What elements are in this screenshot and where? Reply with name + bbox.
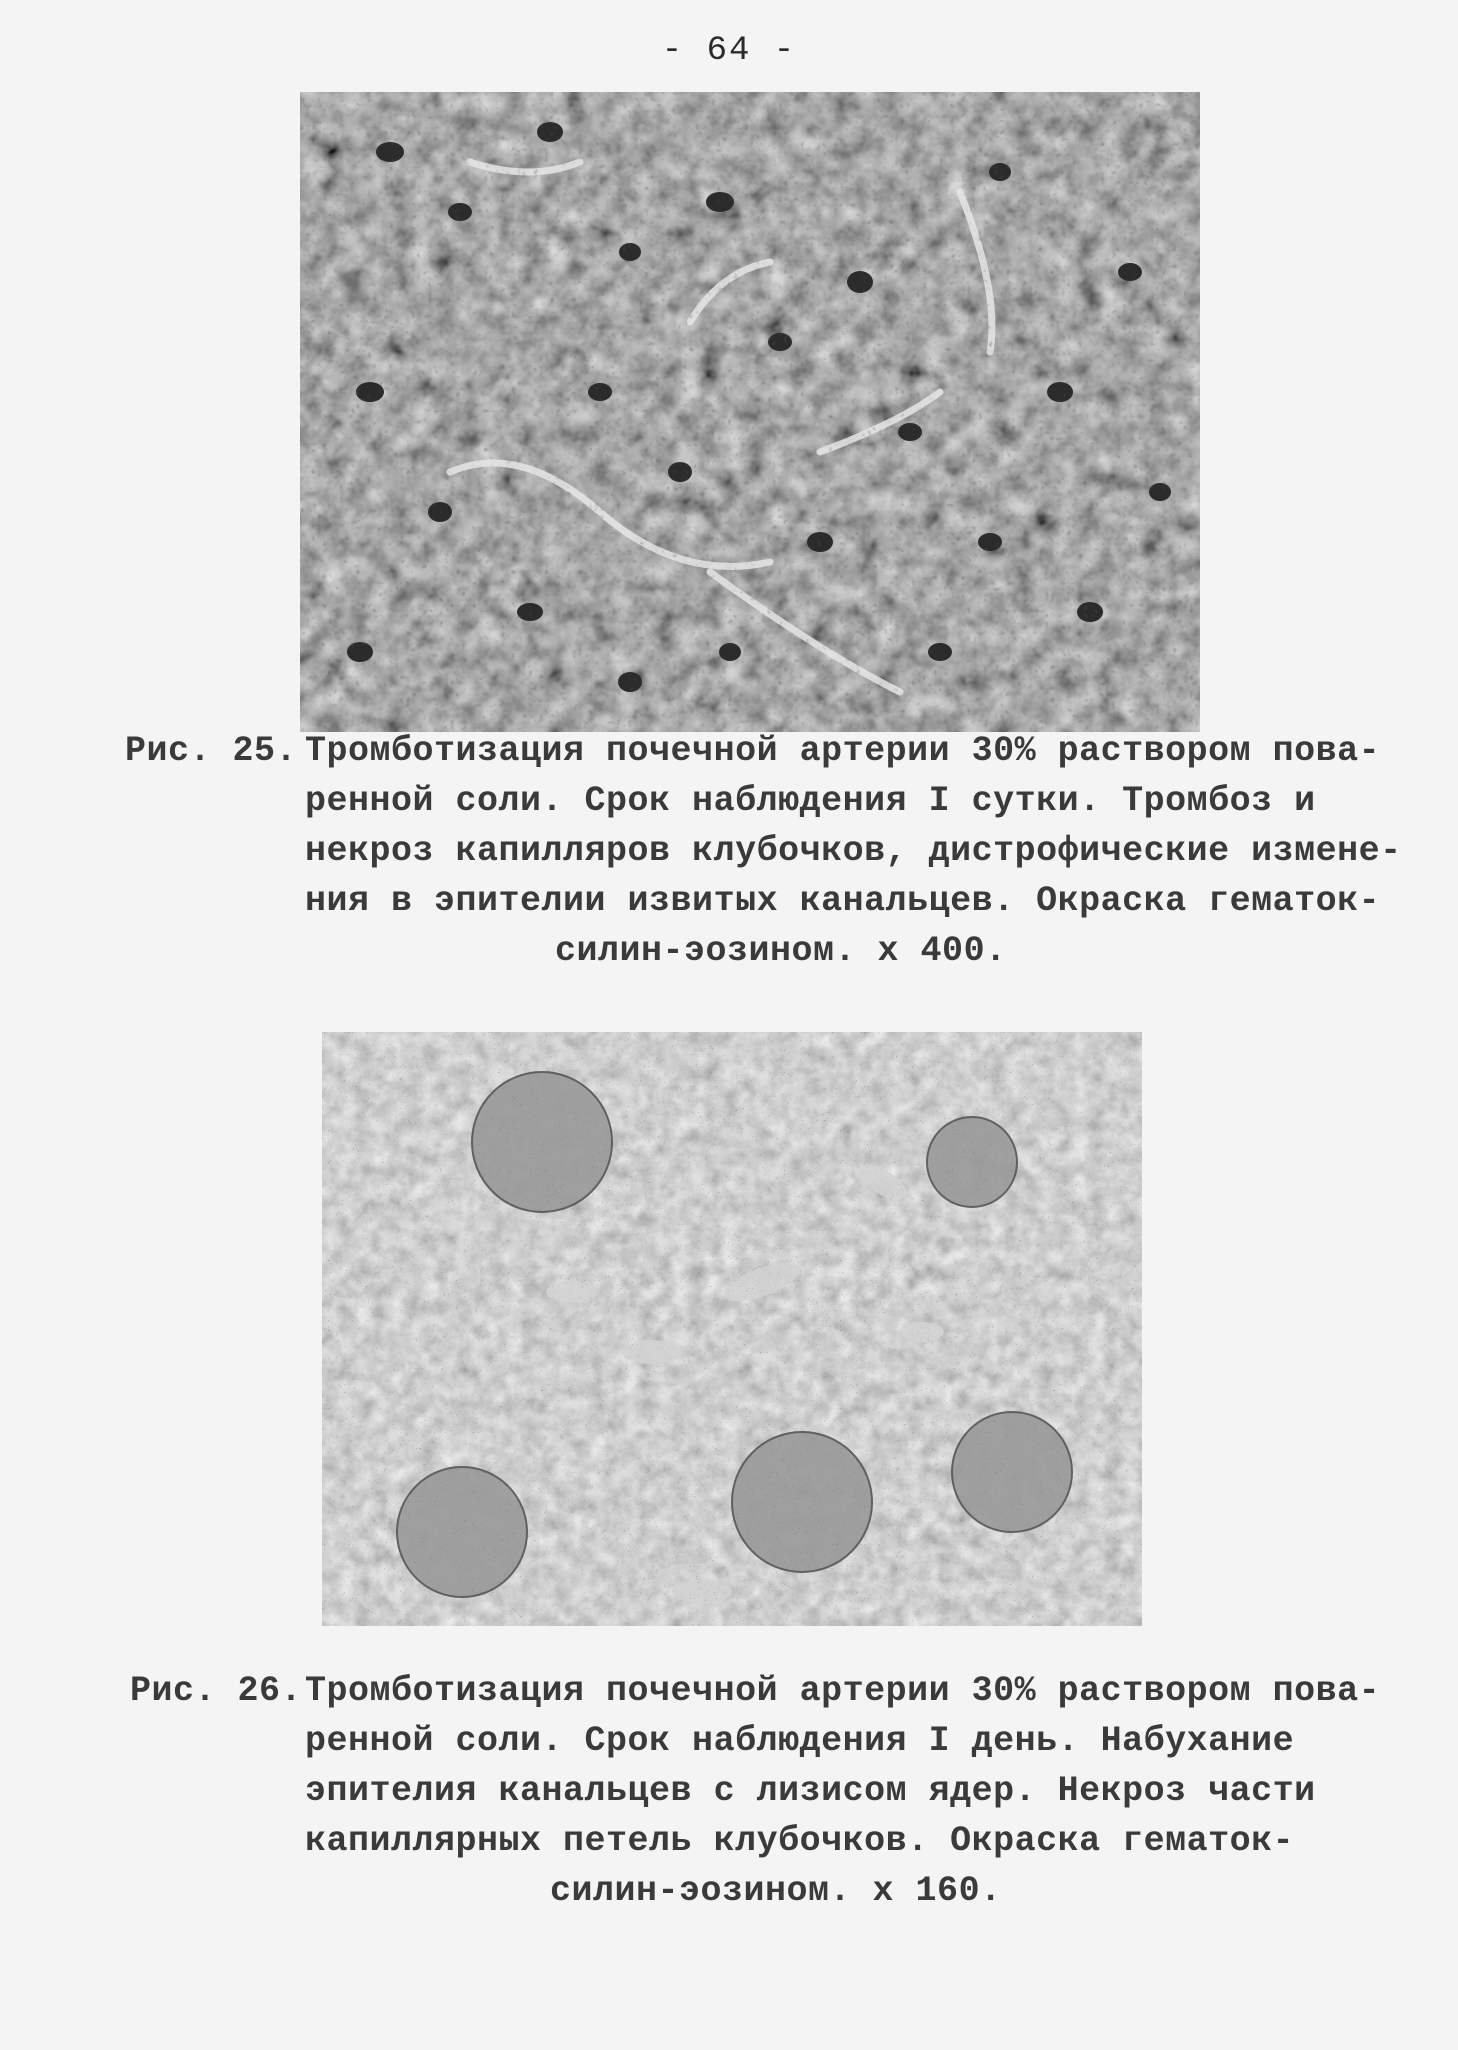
caption-label: Рис. 25.: [125, 731, 298, 771]
micrograph-fig-25: [300, 92, 1200, 732]
caption-line: Тромботизация почечной артерии 30% раствором пова-: [305, 731, 1381, 771]
caption-line: ния в эпителии извитых канальцев. Окраска гематок-: [305, 881, 1381, 921]
caption-line: некроз капилляров клубочков, дистрофические измене-: [305, 831, 1402, 871]
caption-line: ренной соли. Срок наблюдения I сутки. Тромбоз и: [305, 781, 1316, 821]
micrograph-fig-26: [322, 1032, 1142, 1626]
caption-line: силин-эозином. х 160.: [550, 1871, 1002, 1911]
caption-line: силин-эозином. х 400.: [555, 931, 1007, 971]
page-number: - 64 -: [661, 32, 797, 70]
micrograph-26-image: [322, 1032, 1142, 1626]
caption-fig-25: [125, 726, 1402, 986]
caption-line: капиллярных петель клубочков. Окраска гематок-: [305, 1821, 1295, 1861]
caption-label: Рис. 26.: [130, 1671, 303, 1711]
caption-line: эпителия канальцев с лизисом ядер. Некроз части: [305, 1771, 1316, 1811]
caption-fig-26: [130, 1666, 1381, 1926]
caption-line: Тромботизация почечной артерии 30% раствором пова-: [305, 1671, 1381, 1711]
micrograph-25-image: [300, 92, 1200, 732]
caption-line: ренной соли. Срок наблюдения I день. Набухание: [305, 1721, 1295, 1761]
